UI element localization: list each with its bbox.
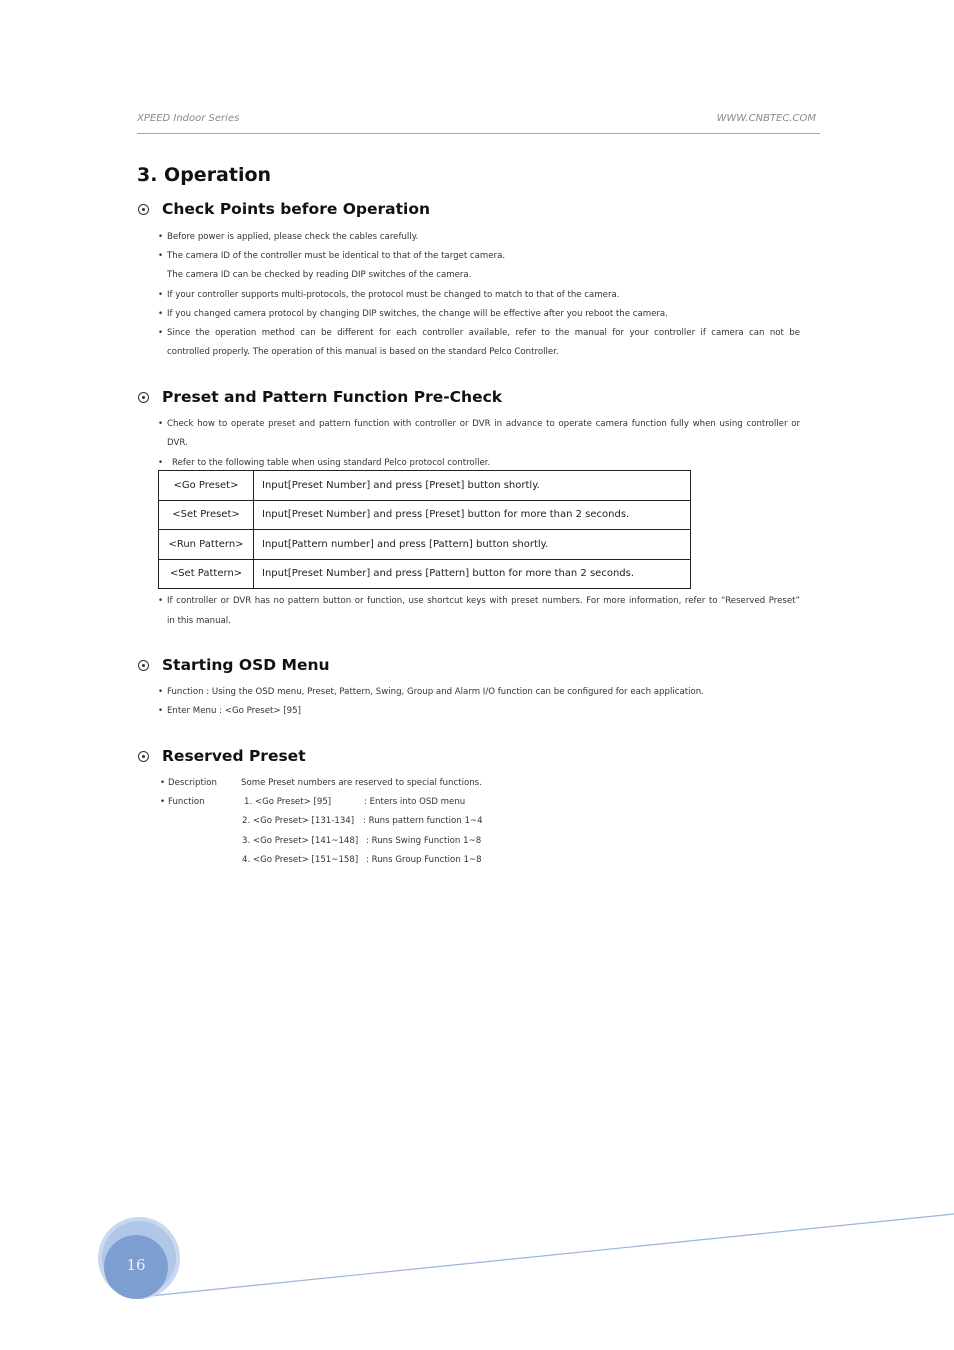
bullet-icon: • <box>158 596 164 606</box>
bullet-icon: • <box>160 797 166 807</box>
list-item-continuation: DVR. <box>167 438 188 448</box>
function-preset: 4. <Go Preset> [151~158] <box>242 855 359 865</box>
list-item: Refer to the following table when using standard Pelco protocol controller. <box>172 458 491 468</box>
command-cell: <Set Preset> <box>159 500 254 530</box>
bullet-icon: • <box>158 290 164 300</box>
bullet-icon: • <box>158 309 164 319</box>
bullet-icon: • <box>158 328 164 338</box>
chapter-title: 3. Operation <box>137 164 272 186</box>
list-item-continuation: controlled properly. The operation of this manual is based on the standard Pelco Controller. <box>167 347 559 357</box>
bullet-icon: • <box>160 778 166 788</box>
function-preset: 3. <Go Preset> [141~148] <box>242 836 359 846</box>
command-cell: <Set Pattern> <box>159 559 254 589</box>
list-item-continuation: The camera ID can be checked by reading DIP switches of the camera. <box>167 270 472 280</box>
header-website: WWW.CNBTEC.COM <box>716 113 816 124</box>
bullet-icon: • <box>158 687 164 697</box>
note-continuation: in this manual. <box>167 616 231 626</box>
function-desc: : Enters into OSD menu <box>364 797 466 807</box>
section-title: Starting OSD Menu <box>162 656 330 674</box>
description-cell: Input[Preset Number] and press [Preset] button for more than 2 seconds. <box>254 500 691 530</box>
header-series: XPEED Indoor Series <box>137 113 240 124</box>
bullet-icon: • <box>158 419 164 429</box>
command-cell: <Go Preset> <box>159 471 254 501</box>
command-cell: <Run Pattern> <box>159 530 254 560</box>
list-item: If you changed camera protocol by changing DIP switches, the change will be effective after you reboot the camera. <box>167 309 668 319</box>
description-cell: Input[Preset Number] and press [Pattern] button for more than 2 seconds. <box>254 559 691 589</box>
bullet-icon: • <box>158 232 164 242</box>
function-preset: 1. <Go Preset> [95] <box>244 797 332 807</box>
list-item: Check how to operate preset and pattern function with controller or DVR in advance to operate camera function fully when using controller or <box>167 419 800 429</box>
function-preset: 2. <Go Preset> [131-134] <box>242 816 355 826</box>
description-cell: Input[Preset Number] and press [Preset] button shortly. <box>254 471 691 501</box>
section-title: Reserved Preset <box>162 747 306 765</box>
bullet-icon: • <box>158 458 164 468</box>
footer-swoosh-line <box>140 1214 954 1297</box>
function-desc: : Runs Swing Function 1~8 <box>366 836 482 846</box>
bullet-icon: • <box>158 251 164 261</box>
page-number: 16 <box>126 1256 146 1274</box>
function-label: Function <box>168 797 205 807</box>
list-item: Since the operation method can be different for each controller available, refer to the manual for your controller if camera can not be <box>167 328 800 338</box>
list-item: Enter Menu : <Go Preset> [95] <box>167 706 301 716</box>
function-desc: : Runs pattern function 1~4 <box>363 816 483 826</box>
description-cell: Input[Pattern number] and press [Pattern] button shortly. <box>254 530 691 560</box>
description-text: Some Preset numbers are reserved to special functions. <box>241 778 482 788</box>
note-item: If controller or DVR has no pattern button or function, use shortcut keys with preset numbers. For more information, refer to “Reserved Preset” <box>167 596 800 606</box>
description-label: Description <box>168 778 217 788</box>
section-title: Check Points before Operation <box>162 200 431 218</box>
section-title: Preset and Pattern Function Pre-Check <box>162 388 503 406</box>
bullet-icon: • <box>158 706 164 716</box>
function-desc: : Runs Group Function 1~8 <box>366 855 482 865</box>
list-item: If your controller supports multi-protocols, the protocol must be changed to match to that of the camera. <box>167 290 620 300</box>
list-item: Function : Using the OSD menu, Preset, Pattern, Swing, Group and Alarm I/O function can be configured for each application. <box>167 687 704 697</box>
list-item: Before power is applied, please check the cables carefully. <box>167 232 419 242</box>
list-item: The camera ID of the controller must be identical to that of the target camera. <box>167 251 506 261</box>
